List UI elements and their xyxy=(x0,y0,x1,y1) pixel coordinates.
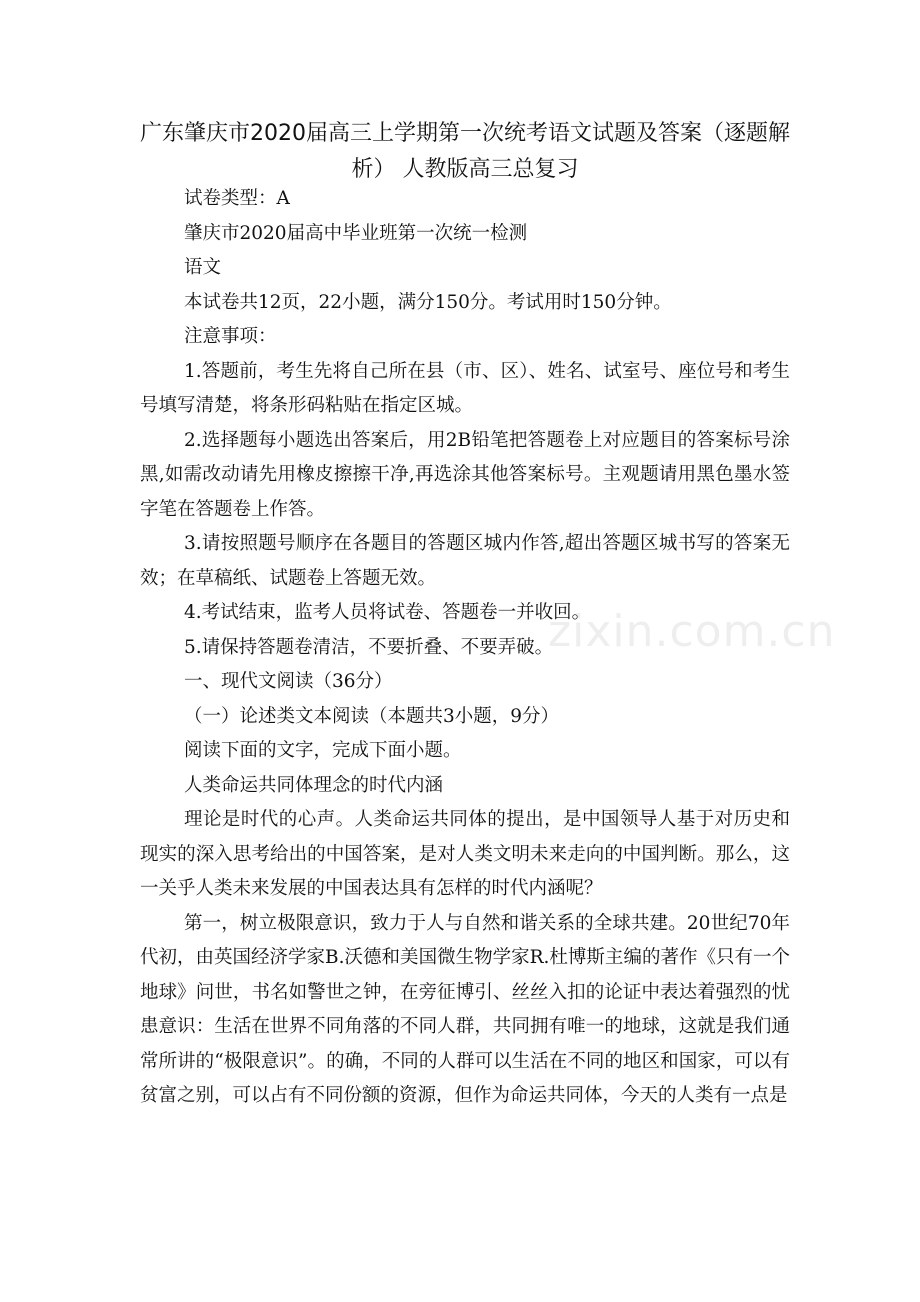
article-paragraph-1: 理论是时代的心声。人类命运共同体的提出，是中国领导人基于对历史和现实的深入思考给出的中国答案，是对人类文明未来走向的中国判断。那么，这一关乎人类未来发展的中国表达具有怎样的时代内涵呢？ xyxy=(140,809,790,899)
exam-summary-line: 本试卷共12页，22小题，满分150分。考试用时150分钟。 xyxy=(184,291,672,313)
paper-type-line: 试卷类型：A xyxy=(184,188,290,209)
document-title: 广东肇庆市2020届高三上学期第一次统考语文试题及答案（逐题解析） 人教版高三总复习 xyxy=(140,121,790,182)
site-watermark: zixin.com.cn xyxy=(548,606,836,657)
exam-name-line: 肇庆市2020届高中毕业班第一次统一检测 xyxy=(184,222,528,244)
article-title: 人类命运共同体理念的时代内涵 xyxy=(184,774,444,796)
notice-item-1: 1.答题前，考生先将自己所在县（市、区）、姓名、试室号、座位号和考生号填写清楚，将条形码粘贴在指定区城。 xyxy=(140,360,790,416)
notice-item-5: 5.请保持答题卷清洁，不要折叠、不要弄破。 xyxy=(184,636,554,658)
notice-item-2: 2.选择题每小题选出答案后，用2B铅笔把答题卷上对应题目的答案标号涂黑,如需改动请先用橡皮擦擦干净,再选涂其他答案标号。主观题请用黑色墨水签字笔在答题卷上作答。 xyxy=(140,429,790,520)
notice-item-4: 4.考试结束，监考人员将试卷、答题卷一并收回。 xyxy=(184,602,591,623)
subsection-heading-argumentative: （一）论述类文本阅读（本题共3小题，9分） xyxy=(184,705,560,727)
notice-heading: 注意事项： xyxy=(184,326,277,347)
reading-instruction: 阅读下面的文字，完成下面小题。 xyxy=(184,740,462,761)
document-body xyxy=(140,182,790,1114)
notice-item-3: 3.请按照题号顺序在各题目的答题区城内作答,超出答题区城书写的答案无效；在草稿纸、试题卷上答题无效。 xyxy=(140,533,790,589)
article-paragraph-2: 第一，树立极限意识，致力于人与自然和谐关系的全球共建。20世纪70年代初，由英国经济学家B.沃德和美国微生物学家R.杜博斯主编的著作《只有一个地球》问世，书名如警世之钟，在旁征博引、丝丝入扣的论证中表达着强烈的忧患意识：生活在世界不同角落的不同人群，共同拥有唯一的地球，这就是我们通常所讲的“极限意识”。的确，不同的人群可以生活在不同的地区和国家，可以有贫富之别，可以占有不同份额的资源，但作为命运共同体，今天的人类有一点是 xyxy=(140,912,790,1106)
subject-line: 语文 xyxy=(184,257,222,278)
section-heading-modern-reading: 一、现代文阅读（36分） xyxy=(184,671,393,692)
